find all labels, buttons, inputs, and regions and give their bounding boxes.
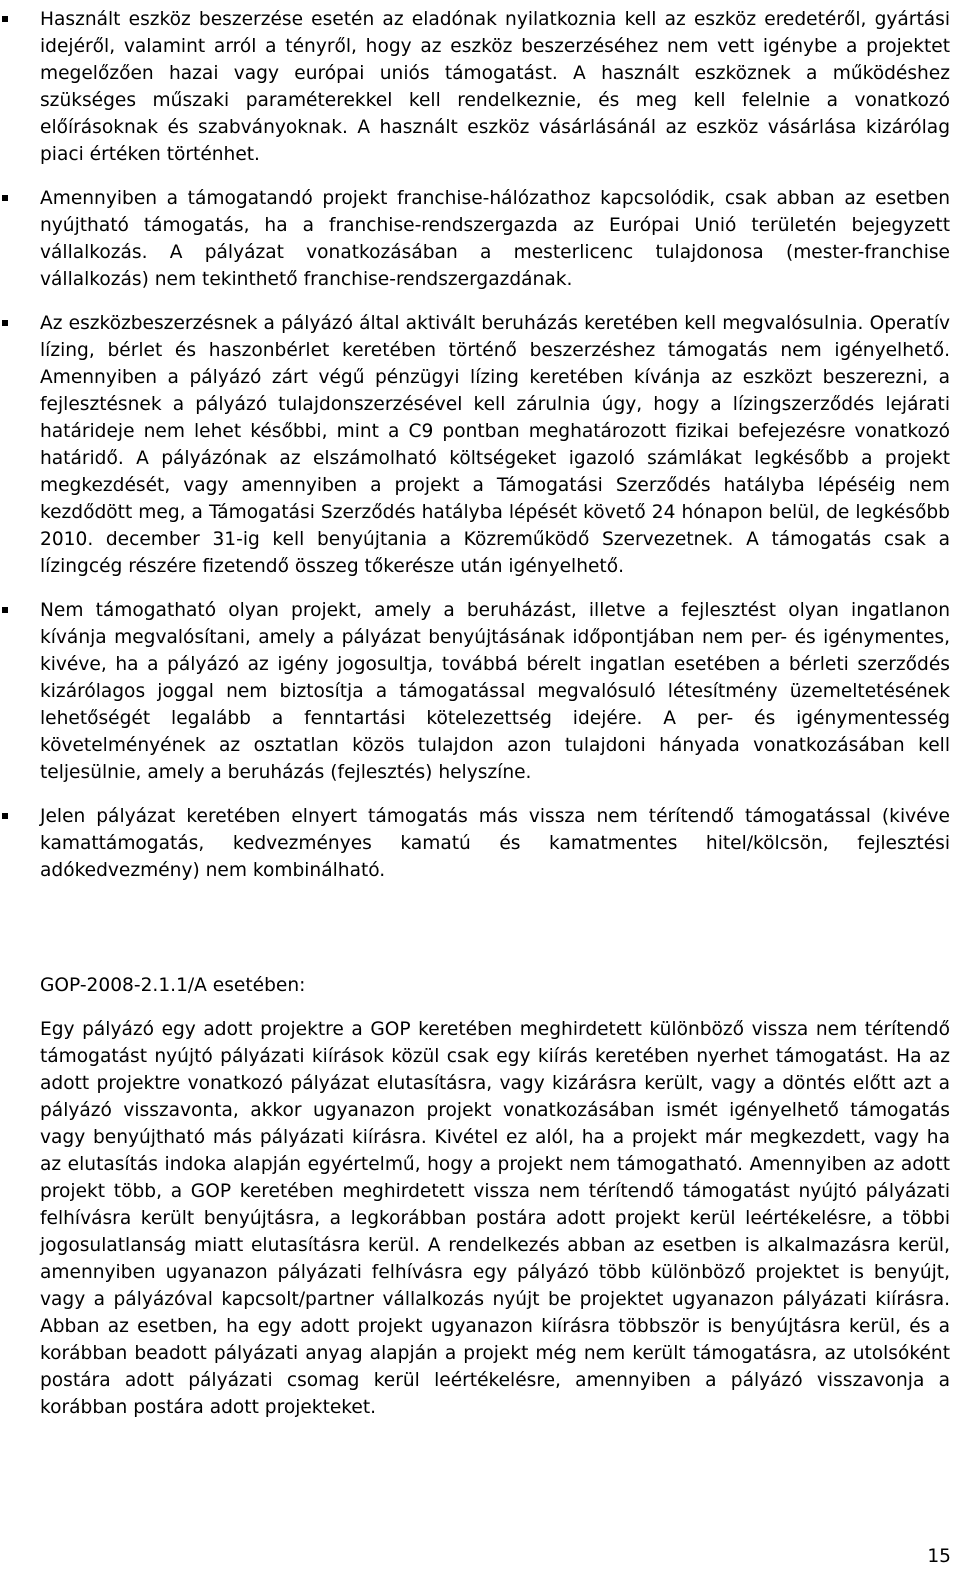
list-item-text: Az eszközbeszerzésnek a pályázó által aktivált beruházás keretében kell megvalósulnia. Operatív lízing, bérlet és haszonbérlet keretében történő beszerzéshez támogatás nem igényelhető. Amennyiben a pályázó zárt végű pénzügyi lízing keretében kívánja az eszközt beszerezni, a fejlesztésnek a pályázó tulajdonszerzésével kell zárulnia úgy, hogy a lízingszerződés lejárati határideje nem lehet későbbi, mint a C9 pontban meghatározott fizikai befejezésre vonatkozó határidő. A pályázónak az elszámolható költségeket igazoló számlákat legkésőbb a projekt megkezdését, vagy amennyiben a projekt a Támogatási Szerződés hatályba lépéséig nem kezdődött meg, a Támogatási Szerződés hatályba lépését követő 24 hónapon belül, de legkésőbb 2010. december 31-ig kell benyújtania a Közreműködő Szervezetnek. A támogatás csak a lízingcég részére fizetendő összeg tőkerésze után igényelhető. <box>40 313 950 577</box>
list-item-text: Nem támogatható olyan projekt, amely a beruházást, illetve a fejlesztést olyan ingatlanon kívánja megvalósítani, amely a pályázat benyújtásának időpontjában nem per- és igénymentes, kivéve, ha a pályázó az igény jogosultja, továbbá bérelt ingatlan esetében a bérleti szerződés kizárólagos joggal nem biztosítja a támogatással megvalósuló létesítmény üzemeltetésének lehetőségét legalább a fenntartási kötelezettség idejére. A per- és igénymentesség követelményének az osztatlan közös tulajdon azon tulajdoni hányada vonatkozásában kell teljesülnie, amely a beruházás (fejlesztés) helyszíne. <box>40 600 950 783</box>
square-bullet-icon <box>2 195 8 201</box>
list-item <box>0 803 960 884</box>
list-item-text: Amennyiben a támogatandó projekt franchise-hálózathoz kapcsolódik, csak abban az esetben nyújtható támogatás, ha a franchise-rendszergazda az Európai Unió területén bejegyzett vállalkozás. A pályázat vonatkozásában a mesterlicenc tulajdonosa (mester-franchise vállalkozás) nem tekinthető franchise-rendszergazdának. <box>40 188 950 290</box>
list-item <box>0 597 960 786</box>
square-bullet-icon <box>2 320 8 326</box>
square-bullet-icon <box>2 16 8 22</box>
list-item <box>0 6 960 168</box>
square-bullet-icon <box>2 607 8 613</box>
bullet-list <box>0 6 960 901</box>
square-bullet-icon <box>2 813 8 819</box>
list-item-text: Használt eszköz beszerzése esetén az eladónak nyilatkoznia kell az eszköz eredetéről, gyártási idejéről, valamint arról a tényről, hogy az eszköz beszerzéséhez nem vett igénybe a projektet megelőzően hazai vagy európai uniós támogatást. A használt eszköznek a működéshez szükséges műszaki paraméterekkel kell rendelkeznie, és meg kell felelnie a vonatkozó előírásoknak és szabványoknak. A használt eszköz vásárlásánál az eszköz vásárlása kizárólag piaci értéken történhet. <box>40 9 950 165</box>
list-item-text: Jelen pályázat keretében elnyert támogatás más vissza nem térítendő támogatással (kivéve kamattámogatás, kedvezményes kamatú és kamatmentes hitel/kölcsön, fejlesztési adókedvezmény) nem kombinálható. <box>40 806 950 881</box>
page-number: 15 <box>927 1546 951 1567</box>
list-item <box>0 185 960 293</box>
list-item <box>0 310 960 580</box>
section-paragraph: Egy pályázó egy adott projektre a GOP keretében meghirdetett különböző vissza nem térítendő támogatást nyújtó pályázati kiírások közül csak egy kiírás keretében nyerhet támogatást. Ha az adott projektre vonatkozó pályázat elutasításra, vagy kizárásra került, vagy a döntés előtt azt a pályázó visszavonta, akkor ugyanazon projekt vonatkozásában ismét igényelhető támogatás vagy benyújtható más pályázati kiírásra. Kivétel ez alól, ha a projekt már megkezdett, vagy ha az elutasítás indoka alapján egyértelmű, hogy a projekt nem támogatható. Amennyiben az adott projekt több, a GOP keretében meghirdetett vissza nem térítendő támogatást nyújtó pályázati felhívásra került benyújtásra, a legkorábban postára adott projekt kerül leértékelésre, a többi jogosulatlanság miatt elutasításra kerül. A rendelkezés abban az esetben is alkalmazásra kerül, amennyiben ugyanazon pályázati felhívásra egy pályázó több különböző projektet is benyújt, vagy a pályázóval kapcsolt/partner vállalkozás nyújt be projektet ugyanazon pályázati kiírásra. Abban az esetben, ha egy adott projekt ugyanazon kiírásra többször is benyújtásra kerül, és a korábban beadott pályázati anyag alapján a projekt még nem került támogatásra, az utolsóként postára adott pályázati csomag kerül leértékelésre, amennyiben a pályázó visszavonja a korábban postára adott projekteket. <box>40 1019 950 1418</box>
section-heading: GOP-2008-2.1.1/A esetében: <box>40 975 306 996</box>
